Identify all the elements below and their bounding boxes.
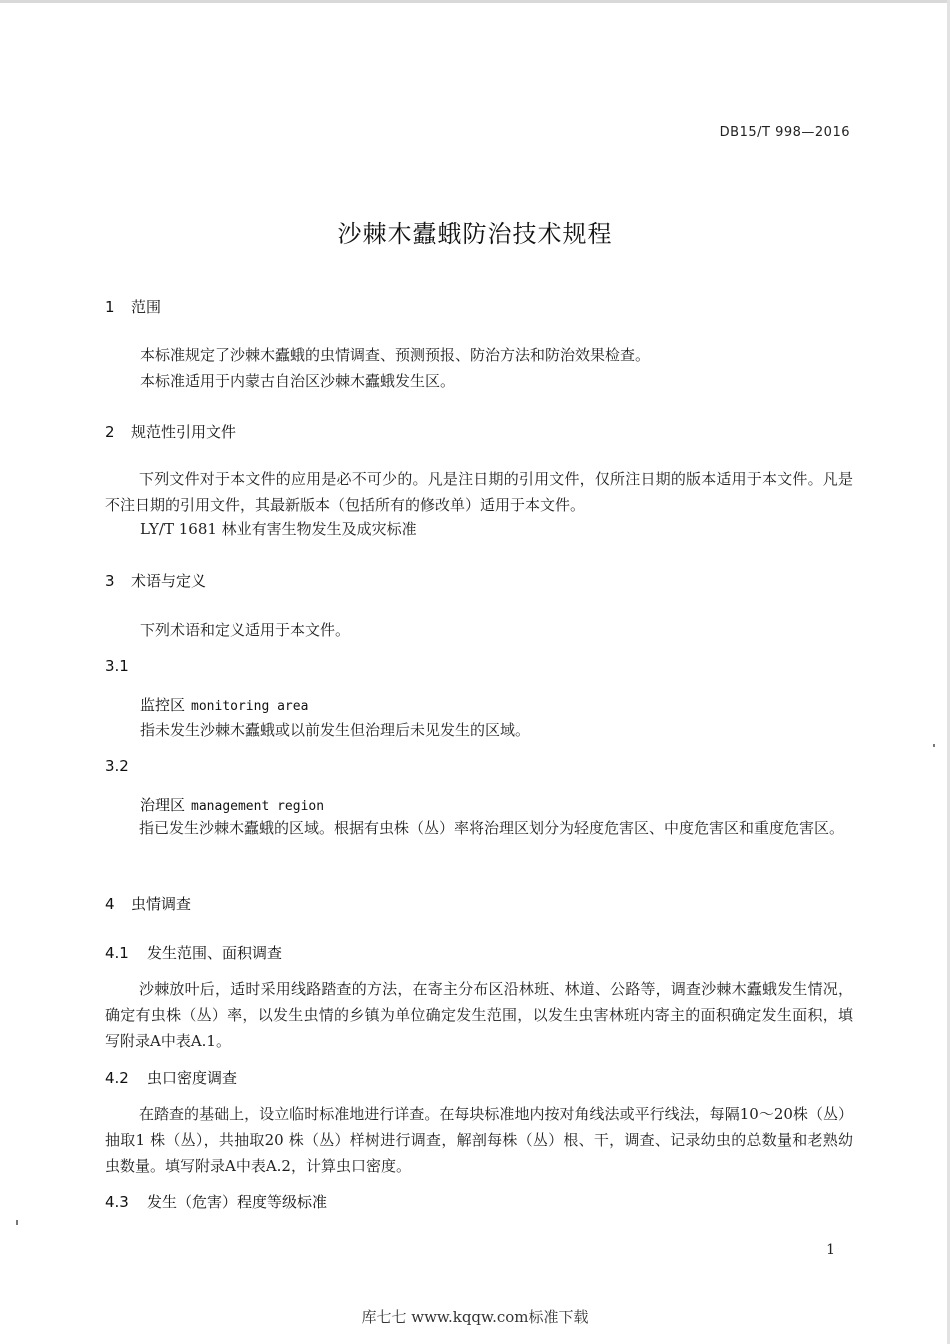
- subsection-title: 虫口密度调查: [147, 1069, 238, 1087]
- section-title: 范围: [131, 298, 162, 316]
- section-number: 1: [105, 298, 115, 316]
- subsection-title: 发生（危害）程度等级标准: [147, 1193, 328, 1211]
- term-3-2-number: 3.2: [105, 757, 129, 775]
- subsection-4-1-paragraph: 沙棘放叶后，适时采用线路踏查的方法，在寄主分布区沿林班、林道、公路等，调查沙棘木蠹蛾发生情况，确定有虫株（丛）率，以发生虫情的乡镇为单位确定发生范围，以发生虫害林班内寄主的面积确定发生面积，填写附录A中表A.1。: [105, 980, 853, 1050]
- document-id: DB15/T 998—2016: [719, 125, 850, 140]
- subsection-number: 4.3: [105, 1193, 129, 1211]
- subsection-number: 4.2: [105, 1069, 129, 1087]
- section-title: 规范性引用文件: [131, 423, 237, 441]
- document-title: 沙棘木蠹蛾防治技术规程: [337, 220, 613, 248]
- subsection-title: 发生范围、面积调查: [147, 944, 283, 962]
- subsection-4-2-heading: [105, 1067, 237, 1088]
- section-title: 术语与定义: [131, 572, 207, 590]
- term-3-1-definition: 指未发生沙棘木蠹蛾或以前发生但治理后未见发生的区域。: [140, 721, 531, 739]
- subsection-4-2-paragraph: 在踏查的基础上，设立临时标准地进行详查。在每块标准地内按对角线法或平行线法，每隔10～20株（丛）抽取1 株（丛），共抽取20 株（丛）样树进行调查，解剖每株（丛）根、干，调查、记录幼虫的总数量和老熟幼虫数量。填写附录A中表A.2，计算虫口密度。: [105, 1105, 853, 1175]
- subsection-number: 4.1: [105, 944, 129, 962]
- section-1-heading: [105, 296, 161, 317]
- term-cn: 治理区: [140, 796, 186, 814]
- section-3-intro: 下列术语和定义适用于本文件。: [140, 621, 351, 639]
- subsection-4-1-heading: [105, 942, 282, 963]
- normative-reference: LY/T 1681 林业有害生物发生及成灾标准: [140, 520, 417, 538]
- term-3-1-number: 3.1: [105, 657, 129, 675]
- scan-top-edge: [0, 0, 950, 3]
- section-1-line-1: 本标准规定了沙棘木蠹蛾的虫情调查、预测预报、防治方法和防治效果检查。: [140, 346, 651, 364]
- term-3-2-definition: 指已发生沙棘木蠹蛾的区域。根据有虫株（丛）率将治理区划分为轻度危害区、中度危害区和重度危害区。: [139, 819, 845, 837]
- page-number: 1: [826, 1242, 835, 1258]
- section-2-paragraph: 下列文件对于本文件的应用是必不可少的。凡是注日期的引用文件，仅所注日期的版本适用于本文件。凡是不注日期的引用文件，其最新版本（包括所有的修改单）适用于本文件。: [105, 470, 853, 514]
- download-footer: 库七七 www.kqqw.com标准下载: [361, 1308, 589, 1326]
- term-en: management region: [191, 799, 325, 814]
- scan-speck: [933, 744, 935, 747]
- section-number: 3: [105, 572, 115, 590]
- section-3-heading: [105, 570, 206, 591]
- section-number: 2: [105, 423, 115, 441]
- term-3-1: [140, 694, 308, 715]
- section-2-heading: [105, 421, 236, 442]
- term-3-2: [140, 794, 324, 815]
- term-en: monitoring area: [191, 699, 309, 714]
- scan-speck: [16, 1220, 18, 1225]
- section-title: 虫情调查: [131, 895, 192, 913]
- section-1-line-2: 本标准适用于内蒙古自治区沙棘木蠹蛾发生区。: [140, 372, 456, 390]
- subsection-4-3-heading: [105, 1191, 327, 1212]
- section-4-heading: [105, 893, 191, 914]
- section-number: 4: [105, 895, 115, 913]
- term-cn: 监控区: [140, 696, 186, 714]
